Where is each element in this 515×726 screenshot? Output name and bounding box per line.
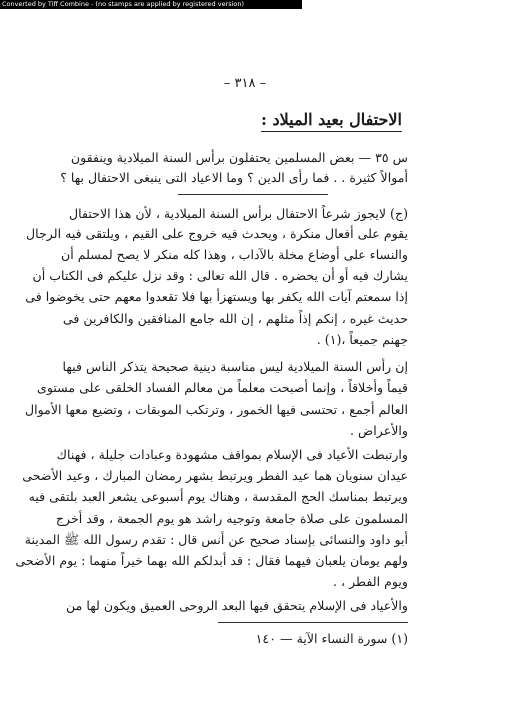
answer-line: حديث غيره ، إنكم إذاً مثلهم ، إن الله جامع المنافقين والكافرين فى (62, 311, 408, 326)
section-heading: الاحتفال بعيد الميلاد : (261, 110, 402, 132)
answer-line: ويوم الفطر ، . (333, 574, 408, 589)
answer-line: جهنم جميعاً ،(١) . (316, 332, 408, 347)
answer-line: والأعياد فى الإسلام يتحقق فيها البعد الروحى العميق ويكون لها من (66, 598, 408, 613)
question-line: س ٣٥ — بعض المسلمين يحتفلون برأس السنة الميلادية وينفقون (70, 150, 408, 165)
page-number: – ٣١٨ – (223, 76, 267, 91)
answer-line: ولهم يومان يلعبان فيهما فقال : قد أبدلكم الله بهما خيراً منهما : يوم الأضحى (15, 553, 408, 568)
answer-line: إذا سمعتم آيات الله يكفر بها ويستهزأ بها فلا تقعدوا معهم حتى يخوضوا فى (25, 289, 408, 304)
answer-line: وارتبطت الأعياد فى الإسلام بمواقف مشهودة وعبادات جليلة ، فهناك (56, 447, 408, 462)
answer-line: والأعراض . (350, 423, 408, 438)
answer-line: المسلمون على صلاة جامعة وتوجيه راشد هو يوم الجمعة ، وقد أخرج (55, 511, 408, 526)
answer-line: إن رأس السنة الميلادية ليس مناسبة دينية صحيحة يتذكر الناس فيها (62, 359, 408, 374)
answer-line: يشارك فيه أو أن يحضره . قال الله تعالى : وقد نزل عليكم فى الكتاب أن (32, 268, 408, 283)
answer-line: ويرتبط بمناسك الحج المقدسة ، وهناك يوم أسبوعى يشعر العبد بلتقى فيه (28, 489, 408, 504)
answer-line: عيدان سنويان هما عيد الفطر ويرتبط بشهر رمضان المبارك ، وعيد الأضحى (22, 468, 408, 483)
answer-line: (ج) لايجوز شرعاً الاحتفال برأس السنة الميلادية ، لأن هذا الاحتفال (69, 206, 408, 221)
answer-line: العالم أجمع ، تحتسى فيها الخمور ، وترتكب الموبقات ، وتضيع معها الأموال (24, 402, 408, 417)
answer-line: والنساء على أوضاع مخلة بالآداب ، وهذا كله منكر لا يصح لمسلم أن (61, 247, 408, 262)
answer-line: يقوم على أفعال منكرة ، ويحدث فيه خروج على القيم ، ويلتقى فيه الرجال (26, 226, 408, 241)
footnote-divider (218, 622, 408, 623)
answer-line: قيماً وأخلاقاً ، وإنما أصبحت معلماً من معالم الفساد الخلقى على مستوى (37, 380, 408, 395)
section-heading-block (261, 110, 402, 132)
footnote: (١) سورة النساء الآية — ١٤٠ (255, 631, 408, 646)
question-line: أموالاً كثيرة . . فما رأى الدين ؟ وما الاعياد التى ينبغى الاحتفال بها ؟ (60, 170, 408, 185)
converter-banner: Converted by Tiff Combine - (no stamps are applied by registered version) (0, 0, 302, 9)
answer-line: أبو داود والنسائى بإسناد صحيح عن أنس قال : تقدم رسول الله ﷺ المدينة (24, 532, 408, 547)
question-divider (178, 194, 328, 195)
